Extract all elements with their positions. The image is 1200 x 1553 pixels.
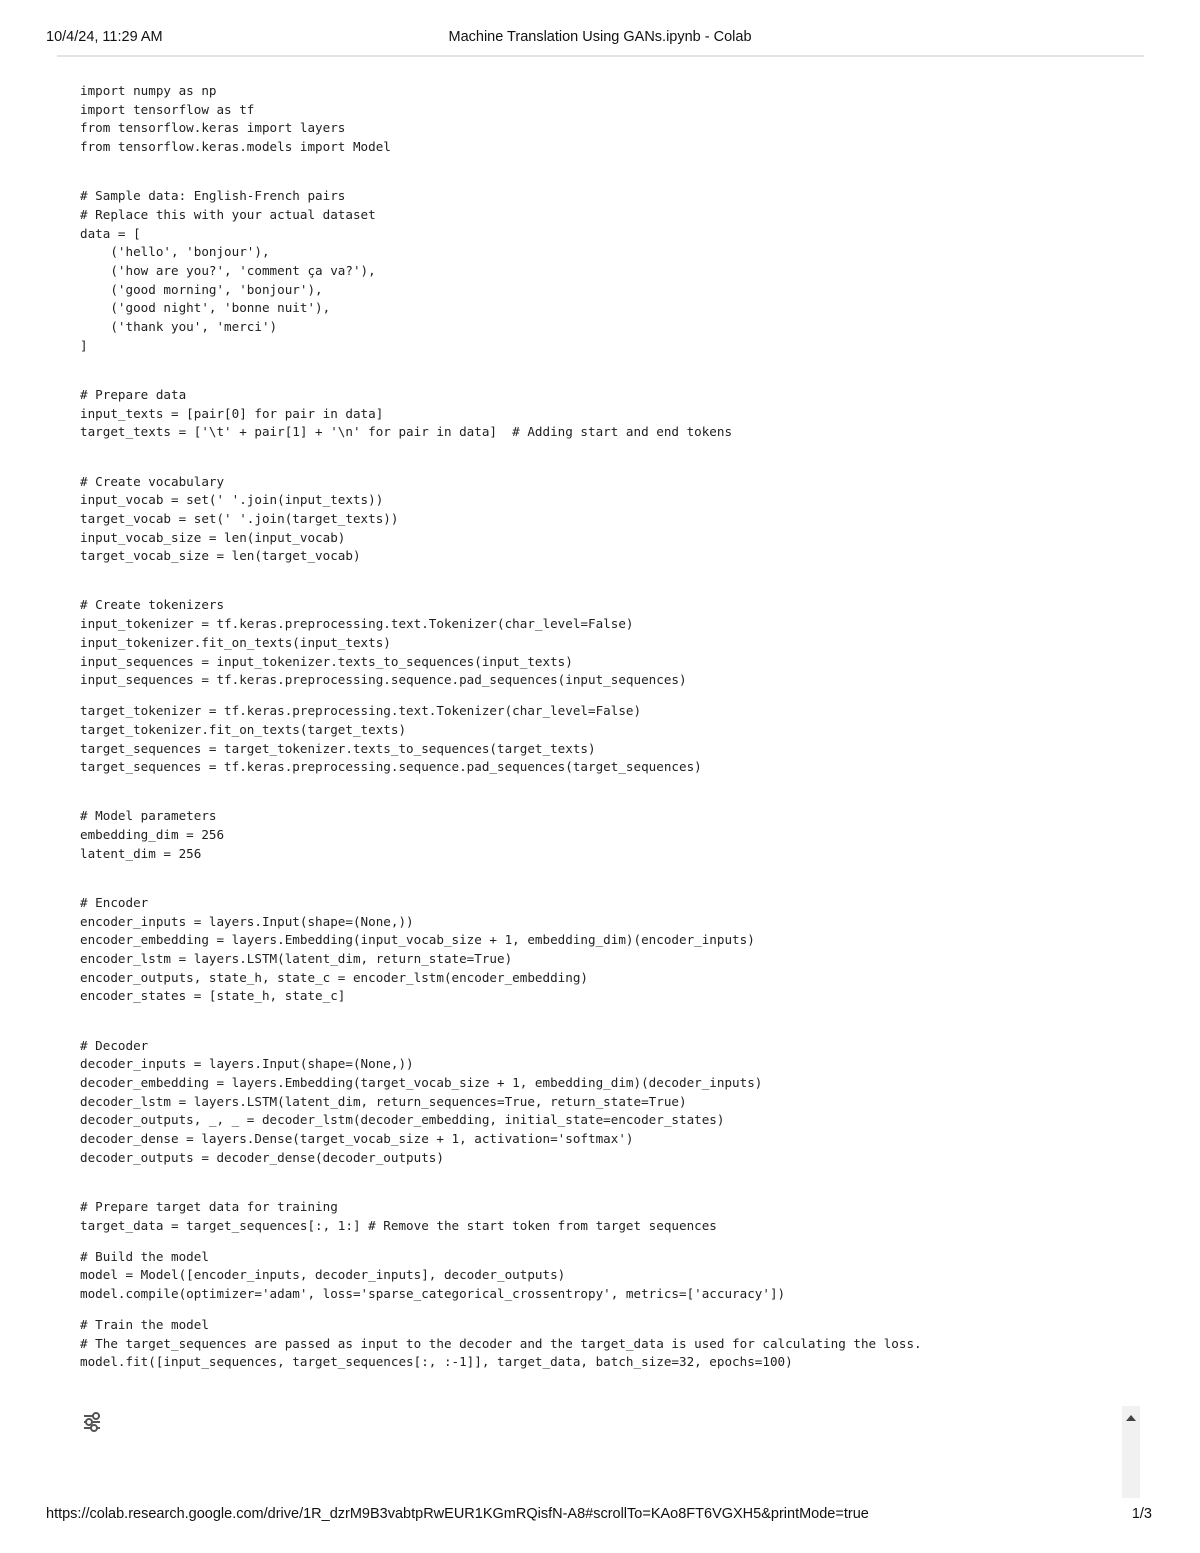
page-url: https://colab.research.google.com/drive/1R_dzrM9B3vabtpRwEUR1KGmRQisfN-A8#scrollTo=KAo8FT6VGXH5&printMode=true (46, 1506, 869, 1522)
code-blank-line (80, 1235, 1110, 1247)
code-line: # Prepare data (80, 386, 187, 402)
code-line: # Sample data: English-French pairs (80, 188, 346, 204)
code-line: ('thank you', 'merci') (80, 319, 278, 335)
code-cell[interactable] (80, 82, 1110, 1372)
code-line: decoder_outputs, _, _ = decoder_lstm(decoder_embedding, initial_state=encoder_states) (80, 1112, 725, 1128)
code-line: input_tokenizer = tf.keras.preprocessing.text.Tokenizer(char_level=False) (80, 616, 634, 632)
code-line: ] (80, 337, 88, 353)
code-line: # Train the model (80, 1316, 209, 1332)
output-settings-icon[interactable] (82, 1412, 104, 1432)
code-line: # Replace this with your actual dataset (80, 206, 376, 222)
print-datetime: 10/4/24, 11:29 AM (46, 29, 163, 45)
code-line: # Encoder (80, 894, 149, 910)
code-line: input_tokenizer.fit_on_texts(input_texts) (80, 634, 391, 650)
notebook-title: Machine Translation Using GANs.ipynb - Colab (448, 29, 752, 45)
code-line: target_sequences = target_tokenizer.texts_to_sequences(target_texts) (80, 740, 596, 756)
code-line: input_vocab_size = len(input_vocab) (80, 529, 346, 545)
code-line: target_data = target_sequences[:, 1:] # Remove the start token from target sequences (80, 1217, 717, 1233)
code-line: encoder_inputs = layers.Input(shape=(None,)) (80, 913, 414, 929)
scroll-up-arrow-icon[interactable] (1125, 1410, 1137, 1420)
cell-top-divider (57, 55, 1144, 57)
code-line: from tensorflow.keras.models import Model (80, 139, 391, 155)
code-line: target_vocab_size = len(target_vocab) (80, 548, 361, 564)
code-blank-line (80, 1167, 1110, 1198)
code-line: ('how are you?', 'comment ça va?'), (80, 263, 376, 278)
code-line: encoder_lstm = layers.LSTM(latent_dim, return_state=True) (80, 951, 513, 967)
code-line: latent_dim = 256 (80, 845, 202, 861)
code-blank-line (80, 777, 1110, 808)
code-line: model = Model([encoder_inputs, decoder_inputs], decoder_outputs) (80, 1267, 566, 1283)
code-line: # Prepare target data for training (80, 1198, 338, 1214)
code-line: input_sequences = input_tokenizer.texts_to_sequences(input_texts) (80, 653, 573, 669)
code-blank-line (80, 1304, 1110, 1316)
print-footer (46, 1506, 1152, 1526)
code-line: # Decoder (80, 1037, 149, 1053)
code-line: encoder_outputs, state_h, state_c = encoder_lstm(encoder_embedding) (80, 969, 588, 985)
code-line: # Create vocabulary (80, 473, 225, 489)
code-line: encoder_states = [state_h, state_c] (80, 988, 346, 1004)
code-line: embedding_dim = 256 (80, 827, 225, 843)
code-line: ('hello', 'bonjour'), (80, 244, 270, 260)
code-line: input_sequences = tf.keras.preprocessing.sequence.pad_sequences(input_sequences) (80, 672, 687, 688)
code-line: data = [ (80, 225, 141, 241)
code-line: target_sequences = tf.keras.preprocessing.sequence.pad_sequences(target_sequences) (80, 759, 702, 775)
code-line: decoder_inputs = layers.Input(shape=(None,)) (80, 1056, 414, 1072)
page-number: 1/3 (1131, 1506, 1152, 1522)
code-line: ('good morning', 'bonjour'), (80, 281, 323, 297)
code-line: target_texts = ['\t' + pair[1] + '\n' for pair in data] # Adding start and end tokens (80, 424, 733, 440)
code-blank-line (80, 690, 1110, 702)
code-line: # The target_sequences are passed as input to the decoder and the target_data is used for calculating the loss. (80, 1335, 922, 1351)
code-blank-line (80, 442, 1110, 473)
code-line: model.fit([input_sequences, target_sequences[:, :-1]], target_data, batch_size=32, epochs=100) (80, 1354, 793, 1370)
print-header (46, 29, 1154, 49)
code-line: import tensorflow as tf (80, 101, 255, 117)
code-line: import numpy as np (80, 83, 217, 98)
code-line: # Create tokenizers (80, 597, 225, 613)
code-line: # Model parameters (80, 808, 217, 824)
code-line: decoder_embedding = layers.Embedding(target_vocab_size + 1, embedding_dim)(decoder_inputs) (80, 1074, 763, 1090)
code-blank-line (80, 863, 1110, 894)
code-line: decoder_dense = layers.Dense(target_vocab_size + 1, activation='softmax') (80, 1131, 634, 1147)
code-line: target_tokenizer.fit_on_texts(target_texts) (80, 721, 407, 737)
code-line: target_vocab = set(' '.join(target_texts)) (80, 510, 399, 526)
code-line: input_vocab = set(' '.join(input_texts)) (80, 492, 384, 508)
code-line: decoder_outputs = decoder_dense(decoder_outputs) (80, 1149, 444, 1165)
code-blank-line (80, 157, 1110, 188)
code-blank-line (80, 355, 1110, 386)
code-blank-line (80, 1006, 1110, 1037)
code-line: input_texts = [pair[0] for pair in data] (80, 405, 384, 421)
code-line: from tensorflow.keras import layers (80, 120, 346, 136)
code-line: model.compile(optimizer='adam', loss='sparse_categorical_crossentropy', metrics=['accuracy']) (80, 1285, 786, 1301)
code-line: # Build the model (80, 1248, 209, 1264)
code-line: ('good night', 'bonne nuit'), (80, 300, 331, 316)
code-line: target_tokenizer = tf.keras.preprocessing.text.Tokenizer(char_level=False) (80, 703, 642, 719)
code-line: decoder_lstm = layers.LSTM(latent_dim, return_sequences=True, return_state=True) (80, 1093, 687, 1109)
code-blank-line (80, 566, 1110, 597)
code-line: encoder_embedding = layers.Embedding(input_vocab_size + 1, embedding_dim)(encoder_inputs) (80, 932, 755, 948)
